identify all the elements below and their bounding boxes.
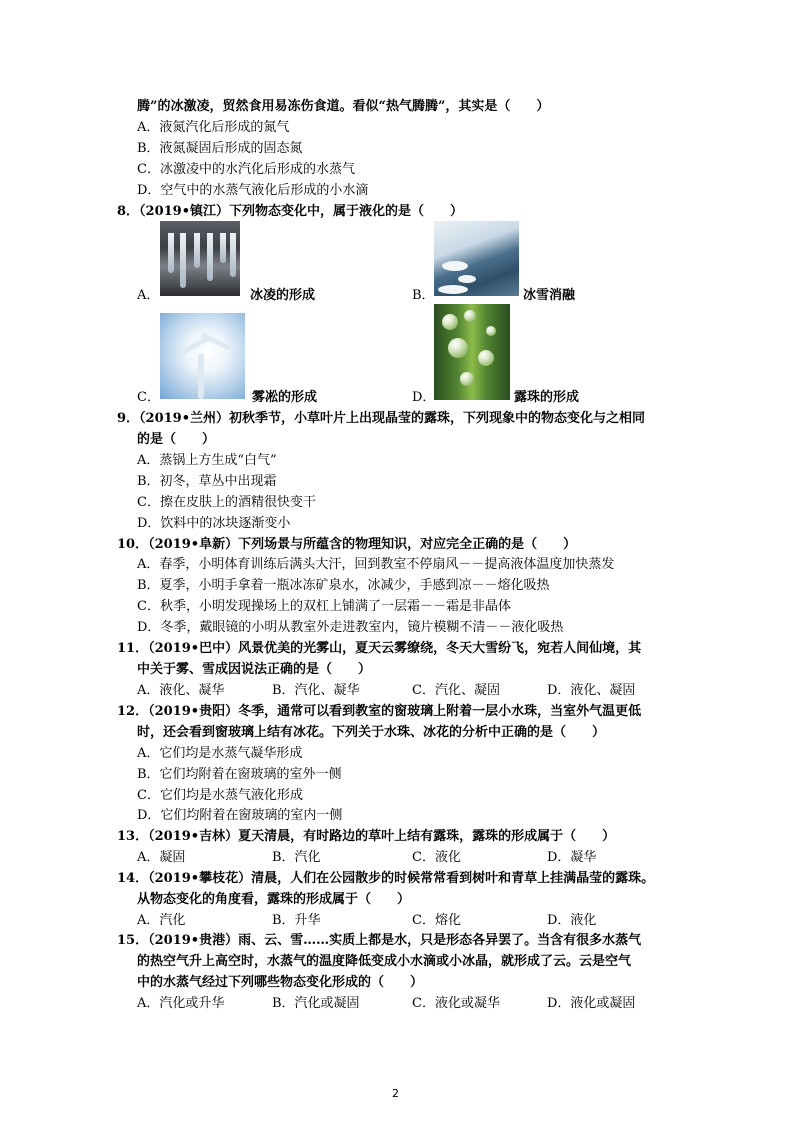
q11-option-c: C．汽化、凝固 <box>412 683 500 698</box>
rime-image <box>160 313 245 399</box>
q9-stem: 9．（2019•兰州）初秋季节，小草叶片上出现晶莹的露珠，下列现象中的物态变化与之相同 <box>117 411 646 426</box>
q12-stem-continuation: 时，还会看到窗玻璃上结有冰花。下列关于水珠、冰花的分析中正确的是（ ） <box>137 725 606 740</box>
q15-option-c: C．液化或凝华 <box>412 996 500 1011</box>
q7-option-d: D．空气中的水蒸气液化后形成的小水滴 <box>137 183 369 198</box>
q14-option-c: C．熔化 <box>412 913 461 928</box>
q14-option-b: B．升华 <box>272 913 321 928</box>
q8-option-b-text: 冰雪消融 <box>523 288 576 303</box>
q11-option-b: B．汽化、凝华 <box>272 683 360 698</box>
q13-option-a: A．凝固 <box>137 850 186 865</box>
page-number: 2 <box>392 1087 399 1100</box>
q8-option-a-text: 冰凌的形成 <box>250 288 316 303</box>
q14-option-d: D．液化 <box>547 913 597 928</box>
q9-stem-continuation: 的是（ ） <box>137 432 216 447</box>
q15-option-d: D．液化或凝固 <box>547 996 636 1011</box>
q7-option-a: A．液氮汽化后形成的氮气 <box>137 120 290 135</box>
q10-option-d: D．冬季，戴眼镜的小明从教室外走进教室内，镜片模糊不清－－液化吸热 <box>137 620 564 635</box>
q15-option-a: A．汽化或升华 <box>137 996 225 1011</box>
q10-stem: 10．（2019•阜新）下列场景与所蕴含的物理知识，对应完全正确的是（ ） <box>117 537 577 552</box>
q11-option-a: A．液化、凝华 <box>137 683 225 698</box>
q15-option-b: B．汽化或凝固 <box>272 996 360 1011</box>
q11-option-d: D．液化、凝固 <box>547 683 636 698</box>
q8-option-d-letter: D． <box>412 390 436 405</box>
q13-option-b: B．汽化 <box>272 850 321 865</box>
snowmelt-image <box>434 221 519 296</box>
q7-stem-continuation: 腾”的冰激凌，贸然食用易冻伤食道。看似“热气腾腾”，其实是（ ） <box>137 99 550 114</box>
q8-option-b-letter: B． <box>412 288 435 303</box>
q7-option-b: B．液氮凝固后形成的固态氮 <box>137 141 303 156</box>
q15-stem-continuation-1: 的热空气升上高空时，水蒸气的温度降低变成小水滴或小冰晶，就形成了云。云是空气 <box>137 954 632 969</box>
q10-option-b: B．夏季，小明手拿着一瓶冰冻矿泉水，冰减少，手感到凉－－熔化吸热 <box>137 578 550 593</box>
q12-option-b: B．它们均附着在窗玻璃的室外一侧 <box>137 767 342 782</box>
q9-option-b: B．初冬，草丛中出现霜 <box>137 474 277 489</box>
q9-option-c: C．擦在皮肤上的酒精很快变干 <box>137 495 316 510</box>
q9-option-a: A．蒸锅上方生成“白气” <box>137 453 277 468</box>
dewdrop-image <box>434 304 510 400</box>
q13-stem: 13．（2019•吉林）夏天清晨，有时路边的草叶上结有露珠，露珠的形成属于（ ） <box>117 829 616 844</box>
q12-option-a: A．它们均是水蒸气凝华形成 <box>137 746 303 761</box>
icicles-image <box>160 221 240 296</box>
q9-option-d: D．饮料中的冰块逐渐变小 <box>137 516 291 531</box>
q15-stem: 15．（2019•贵港）雨、云、雪……实质上都是水，只是形态各异罢了。当含有很多水蒸气 <box>117 933 642 948</box>
q12-option-c: C．它们均是水蒸气液化形成 <box>137 788 303 803</box>
q10-option-a: A．春季，小明体育训练后满头大汗，回到教室不停扇风－－提高液体温度加快蒸发 <box>137 557 615 572</box>
q11-stem: 11．（2019•巴中）风景优美的光雾山，夏天云雾缭绕，冬天大雪纷飞，宛若人间仙境，其 <box>117 641 642 656</box>
q14-stem-continuation: 从物态变化的角度看，露珠的形成属于（ ） <box>137 892 411 907</box>
q8-option-a-letter: A． <box>137 288 160 303</box>
q12-stem: 12．（2019•贵阳）冬季，通常可以看到教室的窗玻璃上附着一层小水珠，当室外气温更低 <box>117 704 642 719</box>
q13-option-c: C．液化 <box>412 850 461 865</box>
q8-option-c-letter: C． <box>137 390 160 405</box>
q14-option-a: A．汽化 <box>137 913 186 928</box>
q10-option-c: C．秋季，小明发现操场上的双杠上铺满了一层霜－－霜是非晶体 <box>137 599 511 614</box>
q11-stem-continuation: 中关于雾、雪成因说法正确的是（ ） <box>137 662 372 677</box>
q15-stem-continuation-2: 中的水蒸气经过下列哪些物态变化形成的（ ） <box>137 975 424 990</box>
q8-stem: 8．（2019•镇江）下列物态变化中，属于液化的是（ ） <box>117 204 464 219</box>
q12-option-d: D．它们均附着在窗玻璃的室内一侧 <box>137 808 343 823</box>
q8-option-d-text: 露珠的形成 <box>514 390 580 405</box>
q14-stem: 14．（2019•攀枝花）清晨，人们在公园散步的时候常常看到树叶和青草上挂满晶莹的露珠。 <box>117 871 655 886</box>
q7-option-c: C．冰激凌中的水汽化后形成的水蒸气 <box>137 162 355 177</box>
q8-option-c-text: 雾凇的形成 <box>252 390 318 405</box>
q13-option-d: D．凝华 <box>547 850 597 865</box>
